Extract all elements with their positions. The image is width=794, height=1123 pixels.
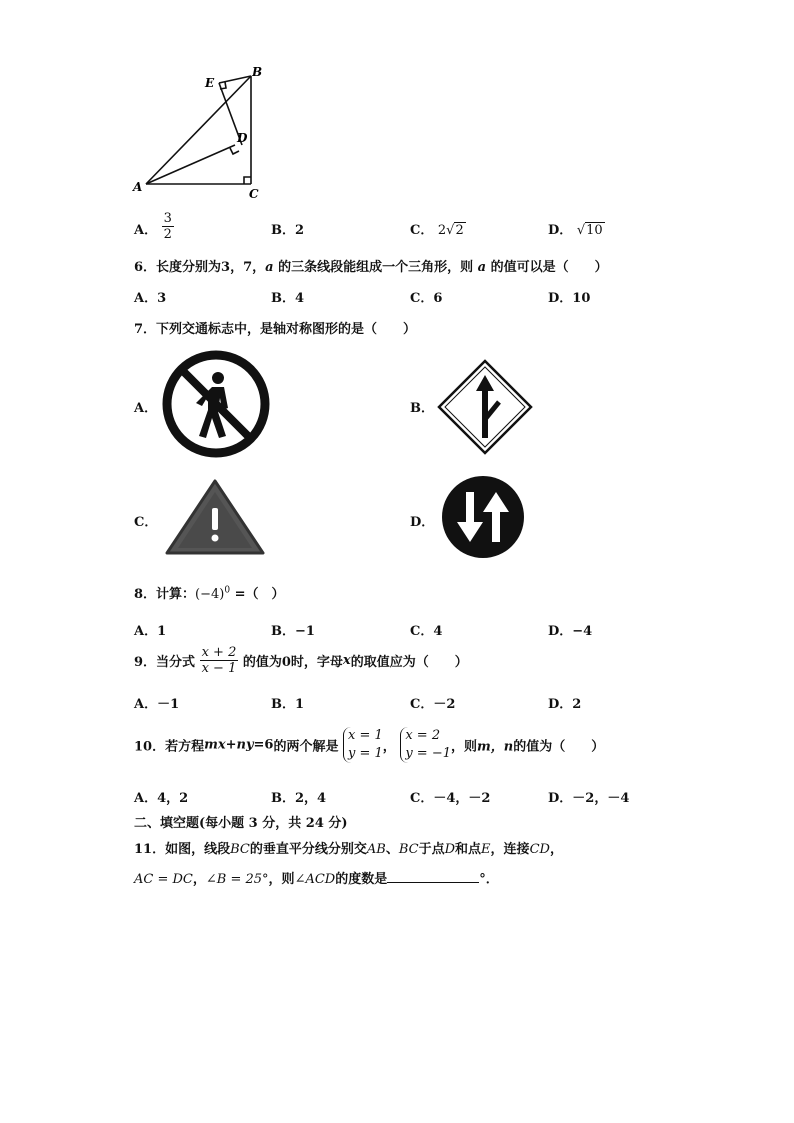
q9-option-c: C．－2	[410, 697, 456, 712]
q10-option-c: C．－4，－2	[410, 791, 491, 806]
q10-option-d: D．－2，－4	[548, 791, 630, 806]
q5-option-c: C． 2√2	[410, 223, 464, 238]
q7-option-a-label: A．	[134, 401, 158, 416]
warning-triangle-sign-icon	[164, 478, 266, 556]
equation-system-2: x = 2 y = −1	[400, 727, 451, 763]
q6-option-b: B．4	[271, 291, 305, 306]
q7-option-c-label: C．	[134, 515, 158, 530]
fraction: $\frac{x + 2}{x - 1}$	[201, 645, 237, 676]
q10-stem: 10．若方程mx+ny=6的两个解是 x = 1 y = 1 ， x = 2 y = −1 ，则m，n的值为（ ）	[134, 728, 605, 761]
merge-lane-sign-icon	[436, 358, 534, 456]
no-pedestrian-sign-icon	[162, 350, 270, 458]
q9-option-b: B．1	[271, 697, 305, 712]
two-way-traffic-sign-icon	[440, 474, 526, 560]
q8-option-c: C．4	[410, 624, 443, 639]
q8-option-a: A．1	[134, 624, 167, 639]
q6-option-d: D．10	[548, 291, 591, 306]
q11-line-1: 11．如图，线段BC的垂直平分线分别交AB、BC于点D和点E，连接CD，	[134, 842, 563, 857]
q9-option-a: A．－1	[134, 697, 180, 712]
q9-option-d: D．2	[548, 697, 582, 712]
right-angle-c	[244, 177, 251, 184]
q8-option-d: D．−4	[548, 624, 593, 639]
label-d: D	[237, 131, 248, 145]
q7-option-b-label: B．	[410, 401, 434, 416]
q5-option-b: B．2	[271, 223, 305, 238]
label-a: A	[133, 180, 143, 194]
label-c: C	[249, 187, 259, 201]
q9-stem: 9．当分式 $\frac{x + 2}{x - 1}$ 的值为0时，字母x的取值应为（ ）	[134, 645, 468, 676]
equation-system-1: x = 1 y = 1	[343, 727, 383, 763]
right-angle-d	[230, 148, 239, 154]
answer-blank[interactable]	[387, 870, 479, 883]
q8-stem: 8．计算：$(-4)^0$ =（ ）	[134, 585, 285, 602]
section-heading: 二、填空题(每小题 3 分，共 24 分)	[134, 816, 348, 831]
q6-option-a: A．3	[134, 291, 167, 306]
q7-option-d-label: D．	[410, 515, 435, 530]
q5-option-a: A． $\frac{3}{2}$	[134, 211, 172, 242]
q5-option-d: D． √10	[548, 223, 603, 238]
q10-option-b: B．2，4	[271, 791, 327, 806]
segment-ad	[146, 145, 235, 184]
segment-ab	[146, 76, 251, 184]
fraction: $\frac{3}{2}$	[163, 211, 172, 242]
geometry-figure	[125, 60, 275, 205]
q10-option-a: A．4，2	[134, 791, 189, 806]
q11-line-2: AC = DC，∠B = 25°，则∠ACD的度数是 °．	[134, 872, 499, 887]
q8-option-b: B．−1	[271, 624, 315, 639]
q6-option-c: C．6	[410, 291, 443, 306]
label-e: E	[205, 76, 215, 90]
label-b: B	[252, 65, 263, 79]
q6-stem: 6．长度分别为3，7，a 的三条线段能组成一个三角形，则 a 的值可以是（ ）	[134, 260, 608, 275]
q7-stem: 7．下列交通标志中，是轴对称图形的是（ ）	[134, 322, 417, 337]
